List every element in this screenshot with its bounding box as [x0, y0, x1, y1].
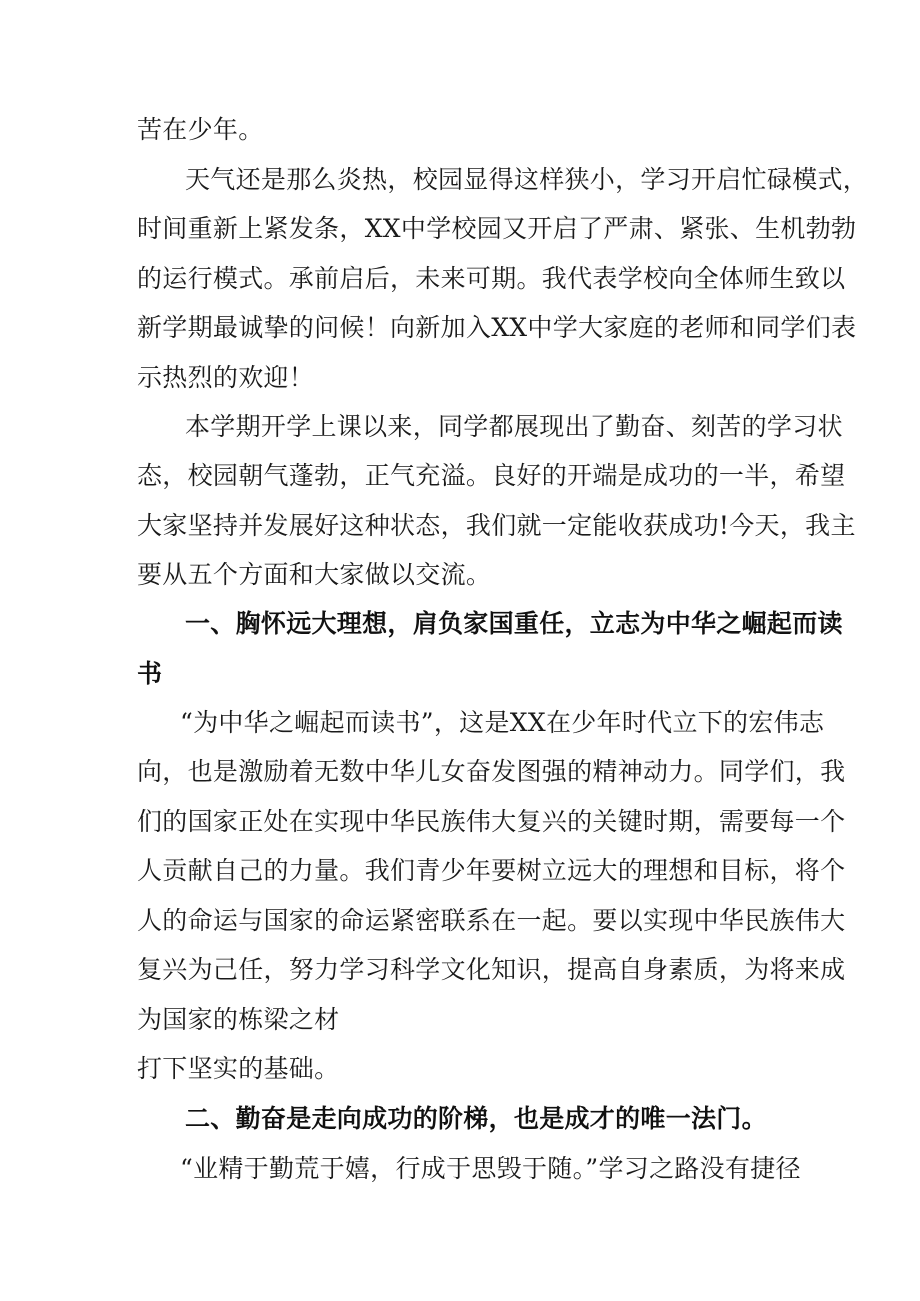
text-line: 示热烈的欢迎！: [137, 363, 315, 392]
text-line: 们的国家正处在实现中华民族伟大复兴的关键时期，需要每一个: [137, 807, 846, 836]
text-line: 新学期最诚挚的问候！向新加入XX中学大家庭的老师和同学们表: [137, 313, 857, 342]
text-line: 苦在少年。: [137, 115, 264, 144]
text-line: 人贡献自己的力量。我们青少年要树立远大的理想和目标，将个: [137, 856, 846, 885]
text-line: 要从五个方面和大家做以交流。: [137, 560, 492, 589]
text-line: 时间重新上紧发条，XX中学校园又开启了严肃、紧张、生机勃勃: [137, 214, 857, 243]
text-line: “业精于勤荒于嬉，行成于思毁于随。”学习之路没有捷径: [180, 1154, 801, 1183]
text-line: 打下坚实的基础。: [137, 1054, 340, 1083]
section-heading-1-continued: 书: [137, 659, 163, 688]
text-line: “为中华之崛起而读书”，这是XX在少年时代立下的宏伟志: [180, 708, 825, 737]
text-line: 复兴为己任，努力学习科学文化知识，提高自身素质，为将来成: [137, 955, 846, 984]
text-line: 为国家的栋梁之材: [137, 1005, 340, 1034]
section-heading-1: 一、胸怀远大理想，肩负家国重任，立志为中华之崛起而读: [185, 609, 843, 638]
section-heading-2: 二、勤奋是走向成功的阶梯，也是成才的唯一法门。: [185, 1104, 767, 1133]
text-line: 态，校园朝气蓬勃，正气充溢。良好的开端是成功的一半，希望: [137, 461, 846, 490]
text-line: 本学期开学上课以来，同学都展现出了勤奋、刻苦的学习状: [185, 412, 843, 441]
text-line: 人的命运与国家的命运紧密联系在一起。要以实现中华民族伟大: [137, 906, 846, 935]
text-line: 向，也是激励着无数中华儿女奋发图强的精神动力。同学们，我: [137, 757, 846, 786]
text-line: 的运行模式。承前启后，未来可期。我代表学校向全体师生致以: [137, 264, 846, 293]
text-line: 天气还是那么炎热，校园显得这样狭小，学习开启忙碌模式，: [185, 165, 869, 194]
text-line: 大家坚持并发展好这种状态，我们就一定能收获成功!今天，我主: [137, 511, 856, 540]
